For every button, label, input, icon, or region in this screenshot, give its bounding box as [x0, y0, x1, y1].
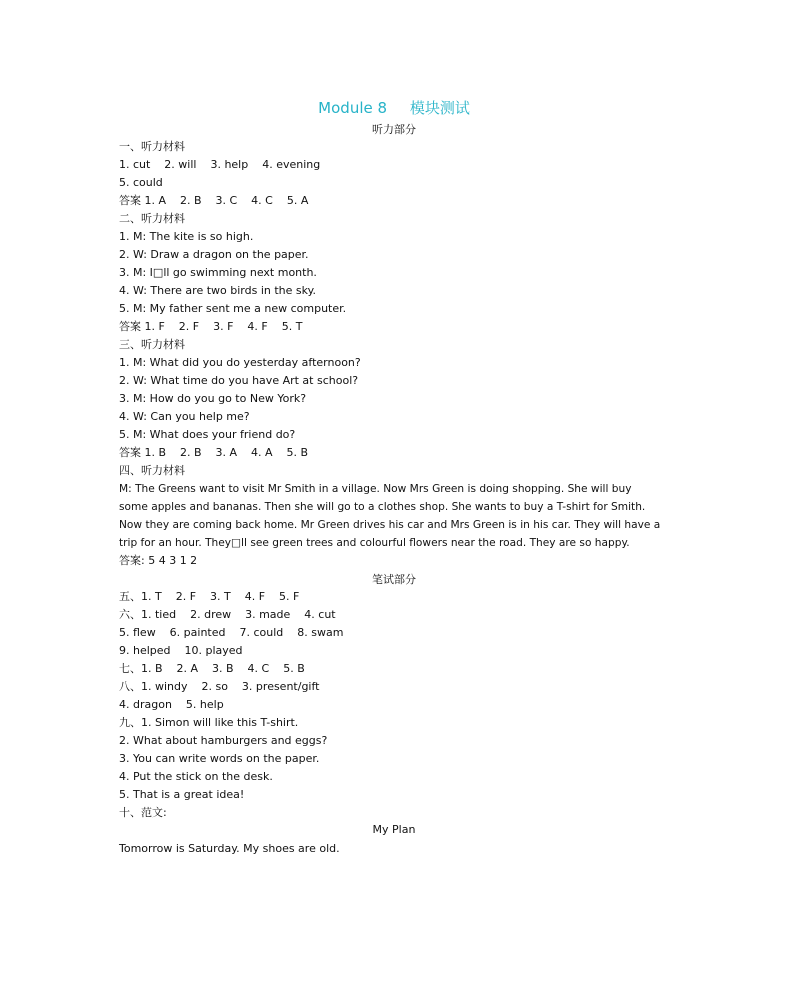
answer-line: 3. M: I□ll go swimming next month. [119, 266, 317, 279]
section-heading-written: 笔试部分 [372, 573, 416, 586]
answer-line: 3. You can write words on the paper. [119, 752, 320, 765]
answer-line: 5. could [119, 176, 163, 189]
answer-line: 3. M: How do you go to New York? [119, 392, 307, 405]
answer-line: 2. W: Draw a dragon on the paper. [119, 248, 309, 261]
answer-content [119, 138, 679, 858]
part-heading: 二、听力材料 [119, 212, 185, 225]
answer-line: 5. flew 6. painted 7. could 8. swam [119, 626, 344, 639]
answer-line: 9. helped 10. played [119, 644, 243, 657]
answer-key: 答案: 5 4 3 1 2 [119, 554, 198, 567]
answer-line: 5. That is a great idea! [119, 788, 245, 801]
answer-line: 5. M: What does your friend do? [119, 428, 296, 441]
answer-line: 2. What about hamburgers and eggs? [119, 734, 328, 747]
module-label: Module 8 [318, 99, 388, 117]
passage-line: Now they are coming back home. Mr Green drives his car and Mrs Green is in his car. They will have a [119, 519, 661, 531]
answer-key: 答案 1. F 2. F 3. F 4. F 5. T [119, 320, 303, 333]
part-heading: 一、听力材料 [119, 140, 185, 153]
part-heading: 十、范文: [119, 806, 167, 819]
answer-line: 2. W: What time do you have Art at school? [119, 374, 359, 387]
part-heading: 三、听力材料 [119, 338, 185, 351]
page-title [0, 97, 788, 118]
part-heading: 四、听力材料 [119, 464, 185, 477]
passage-line: trip for an hour. They□ll see green trees and colourful flowers near the road. They are so happy. [119, 537, 630, 549]
answer-line: 4. W: Can you help me? [119, 410, 250, 423]
answer-line: 4. Put the stick on the desk. [119, 770, 273, 783]
essay-title: My Plan [372, 823, 416, 836]
answer-line: 4. W: There are two birds in the sky. [119, 284, 317, 297]
answer-line: 七、1. B 2. A 3. B 4. C 5. B [119, 662, 305, 675]
answer-line: 九、1. Simon will like this T-shirt. [119, 716, 299, 729]
answer-line: 4. dragon 5. help [119, 698, 224, 711]
title-cn: 模块测试 [409, 99, 470, 117]
answer-key: 答案 1. A 2. B 3. C 4. C 5. A [119, 194, 309, 207]
essay-first-line: Tomorrow is Saturday. My shoes are old. [119, 842, 340, 855]
section-heading-listening: 听力部分 [372, 123, 416, 136]
answer-line: 八、1. windy 2. so 3. present/gift [119, 680, 320, 693]
answer-line: 1. cut 2. will 3. help 4. evening [119, 158, 321, 171]
answer-line: 1. M: The kite is so high. [119, 230, 254, 243]
answer-line: 五、1. T 2. F 3. T 4. F 5. F [119, 590, 300, 603]
passage-line: some apples and bananas. Then she will go to a clothes shop. She wants to buy a T-shirt for Smith. [119, 501, 646, 513]
answer-line: 六、1. tied 2. drew 3. made 4. cut [119, 608, 336, 621]
answer-line: 5. M: My father sent me a new computer. [119, 302, 347, 315]
answer-line: 1. M: What did you do yesterday afternoon? [119, 356, 361, 369]
passage-line: M: The Greens want to visit Mr Smith in a village. Now Mrs Green is doing shopping. She will buy [119, 483, 632, 495]
answer-key: 答案 1. B 2. B 3. A 4. A 5. B [119, 446, 309, 459]
